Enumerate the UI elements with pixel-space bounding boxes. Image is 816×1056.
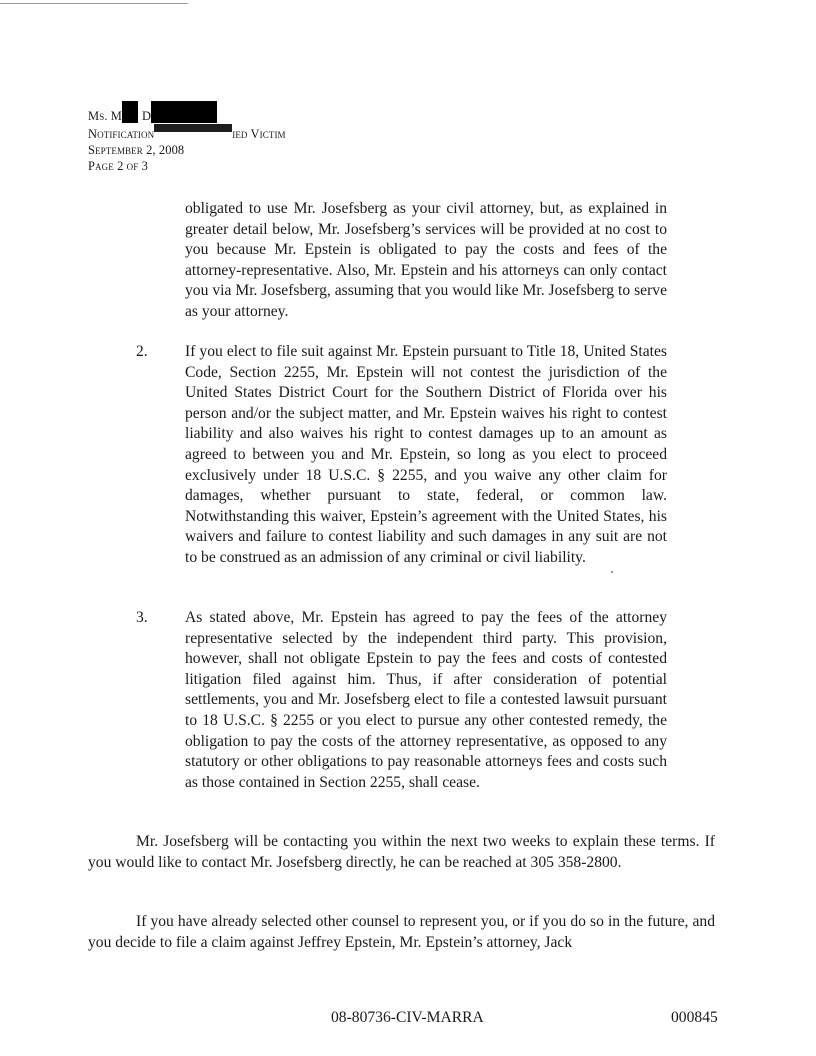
case-number: 08-80736-CIV-MARRA — [331, 1009, 484, 1026]
subject-line — [88, 124, 286, 142]
bates-number: 000845 — [671, 1009, 718, 1026]
scan-edge-line — [0, 3, 188, 4]
body-paragraph: Mr. Josefsberg will be contacting you within the next two weeks to explain these terms. If you would like to contact Mr. Josefsberg directly, he can be reached at 305 358-2800. — [88, 833, 715, 871]
letter-date: September 2, 2008 — [88, 143, 185, 157]
subject-start: Notification — [88, 127, 155, 141]
scan-speck — [611, 571, 613, 573]
body-paragraph: If you have already selected other counsel to represent you, or if you do so in the future, and you decide to file a claim against Jeffrey Epstein, Mr. Epstein’s attorney, Jack — [88, 913, 715, 951]
letter-header — [88, 101, 286, 174]
list-item — [136, 342, 667, 569]
recipient-prefix: Ms. M — [88, 109, 122, 123]
recipient-initial: D — [141, 109, 152, 123]
subject-end: ied Victim — [232, 127, 286, 141]
list-item-number: 2. — [136, 343, 148, 360]
list-item-text: As stated above, Mr. Epstein has agreed to pay the fees of the attorney representative selected by the independent third party. This provision, however, shall not obligate Epstein to pay the fees and costs of contested litigation filed against him. Thus, if after consideration of potential settlements, you and Mr. Josefsberg elect to file a contested lawsuit pursuant to 18 U.S.C. § 2255 or you elect to pursue any other contested remedy, the obligation to pay the costs of the attorney representative, as opposed to any statutory or other obligations to pay reasonable attorneys fees and costs such as those contained in Section 2255, shall cease. — [185, 609, 667, 791]
recipient-line — [88, 101, 286, 124]
page-indicator: Page 2 of 3 — [88, 159, 148, 173]
redaction-bar — [151, 101, 217, 123]
list-item-text: If you elect to file suit against Mr. Epstein pursuant to Title 18, United States Code, Section 2255, Mr. Epstein will not contest the jurisdiction of the United States District Court for the Southern District of Florida over his person and/or the subject matter, and Mr. Epstein waives his right to contest liability and also waives his right to contest damages up to an amount as agreed to between you and Mr. Epstein, so long as you elect to proceed exclusively under 18 U.S.C. § 2255, and you waive any other claim for damages, whether pursuant to state, federal, or common law. Notwithstanding this waiver, Epstein’s agreement with the United States, his waivers and failure to contest liability and such damages in any suit are not to be construed as an admission of any criminal or civil liability. — [185, 343, 667, 566]
redaction-bar — [154, 124, 232, 132]
list-item-number: 3. — [136, 609, 148, 626]
list-item — [136, 608, 667, 793]
continuation-paragraph: obligated to use Mr. Josefsberg as your civil attorney, but, as explained in greater detail below, Mr. Josefsberg’s services will be provided at no cost to you because Mr. Epstein is obligated to pay the costs and fees of the attorney-representative. Also, Mr. Epstein and his attorneys can only contact you via Mr. Josefsberg, assuming that you would like Mr. Josefsberg to serve as your attorney. — [185, 200, 667, 320]
redaction-bar — [122, 101, 138, 123]
